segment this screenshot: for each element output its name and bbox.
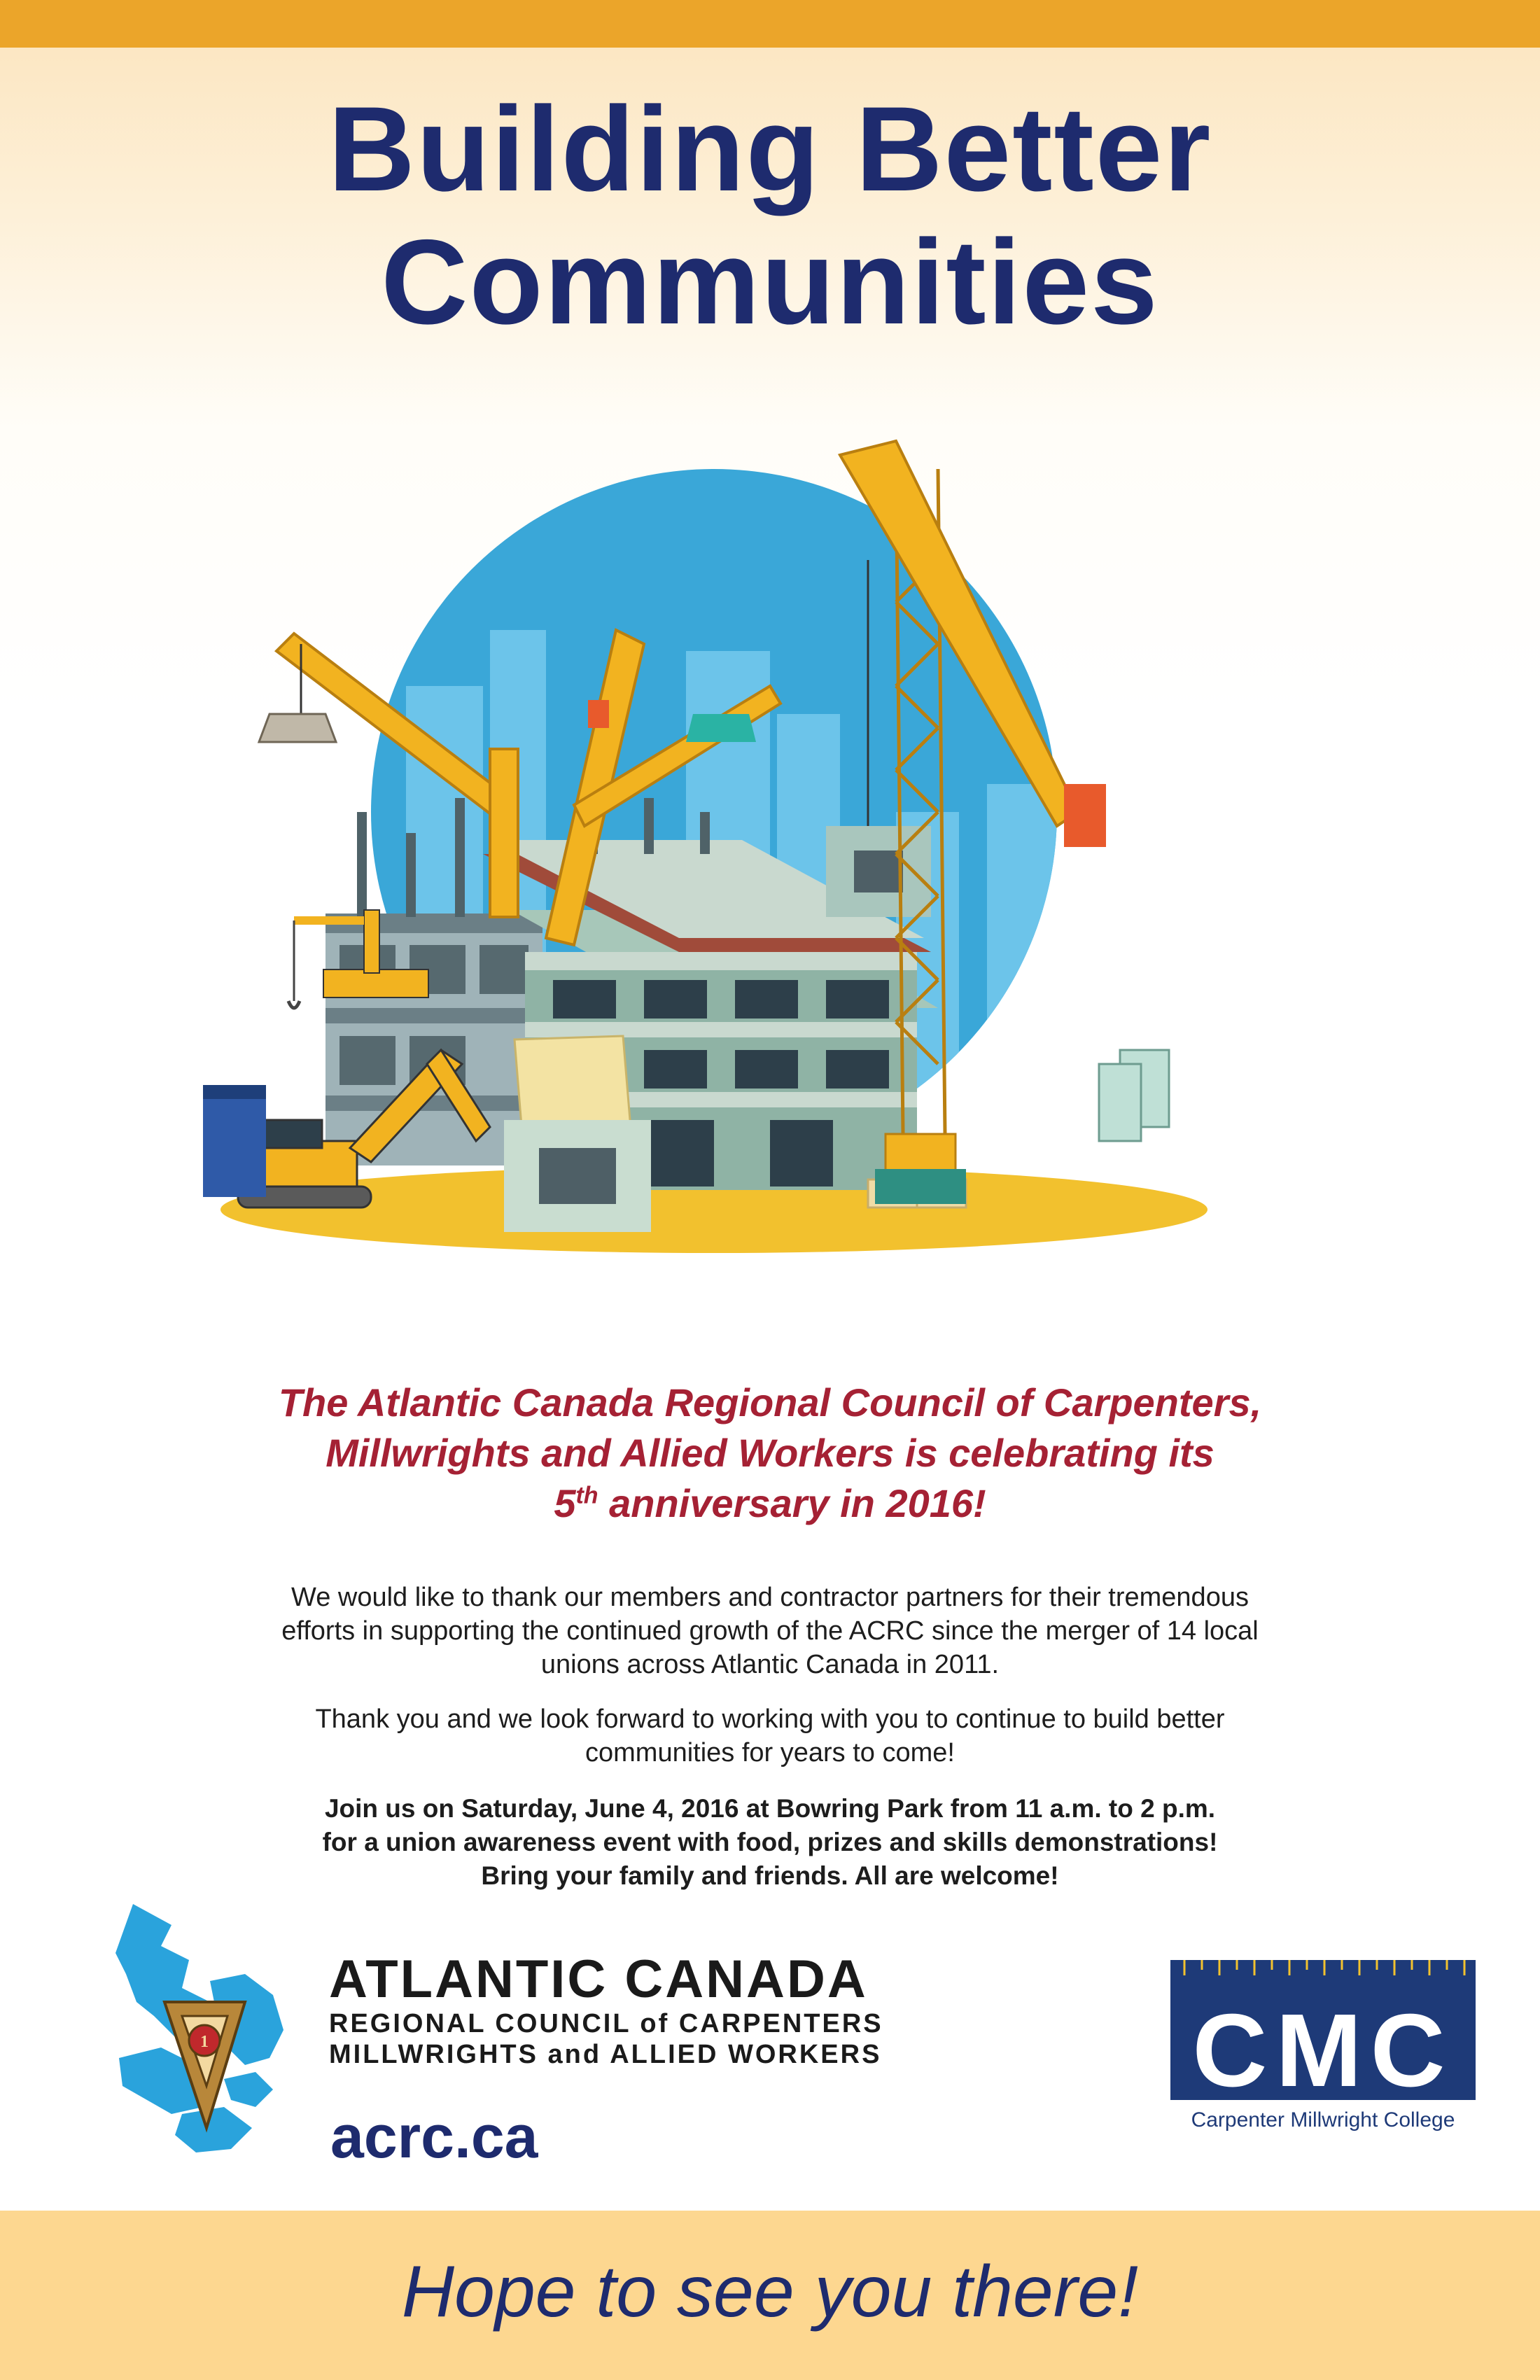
construction-illustration [196, 420, 1288, 1330]
hanging-slab [259, 714, 336, 742]
cmc-college-name: Carpenter Millwright College [1191, 2108, 1455, 2132]
paragraph-line: communities for years to come! [585, 1738, 955, 1768]
ordinal-suffix: th [575, 1482, 598, 1509]
headline-line-2: Millwrights and Allied Workers is celebrating its [326, 1431, 1214, 1475]
glass-panels [1099, 1050, 1169, 1141]
anniversary-number: 5 [554, 1481, 576, 1525]
footer-message: Hope to see you there! [401, 2251, 1139, 2332]
paragraph-line: unions across Atlantic Canada in 2011. [540, 1650, 1000, 1679]
top-accent-bar [0, 0, 1540, 48]
svg-text:1: 1 [200, 2033, 209, 2051]
cmc-logo [1170, 1960, 1476, 2143]
atlantic-canada-map-logo [105, 1897, 294, 2163]
concrete-block [504, 1120, 651, 1232]
portable-toilet [203, 1085, 266, 1197]
cmc-letters: CMC [1192, 1993, 1454, 2108]
paragraph-line: Bring your family and friends. All are welcome! [481, 1861, 1059, 1890]
acrc-wordmark [329, 1949, 945, 2069]
event-invitation-paragraph [182, 1792, 1358, 1893]
paragraph-line: for a union awareness event with food, prizes and skills demonstrations! [322, 1828, 1218, 1856]
look-forward-paragraph [182, 1702, 1358, 1770]
acrc-name-line-2: REGIONAL COUNCIL of CARPENTERS [329, 2009, 883, 2038]
anniversary-rest: anniversary in 2016! [598, 1481, 986, 1525]
headline-line-3 [140, 1478, 1400, 1529]
acrc-name-line-1: ATLANTIC CANADA [329, 1949, 868, 2009]
title-line-1: Building Better [328, 82, 1212, 216]
teal-slab [686, 714, 756, 742]
headline-line-1: The Atlantic Canada Regional Council of Carpenters, [278, 1380, 1262, 1424]
title-line-2: Communities [381, 215, 1159, 349]
thank-you-paragraph [182, 1581, 1358, 1681]
paragraph-line: We would like to thank our members and contractor partners for their tremendous [291, 1583, 1249, 1612]
page-title [0, 83, 1540, 349]
acrc-name-line-3: MILLWRIGHTS and ALLIED WORKERS [329, 2040, 882, 2069]
paragraph-line: Thank you and we look forward to working with you to continue to build better [315, 1704, 1225, 1734]
paragraph-line: efforts in supporting the continued growth of the ACRC since the merger of 14 local [281, 1616, 1259, 1646]
paragraph-line: Join us on Saturday, June 4, 2016 at Bowring Park from 11 a.m. to 2 p.m. [324, 1794, 1216, 1823]
acrc-website-link[interactable]: acrc.ca [330, 2104, 538, 2171]
anniversary-headline [140, 1378, 1400, 1529]
